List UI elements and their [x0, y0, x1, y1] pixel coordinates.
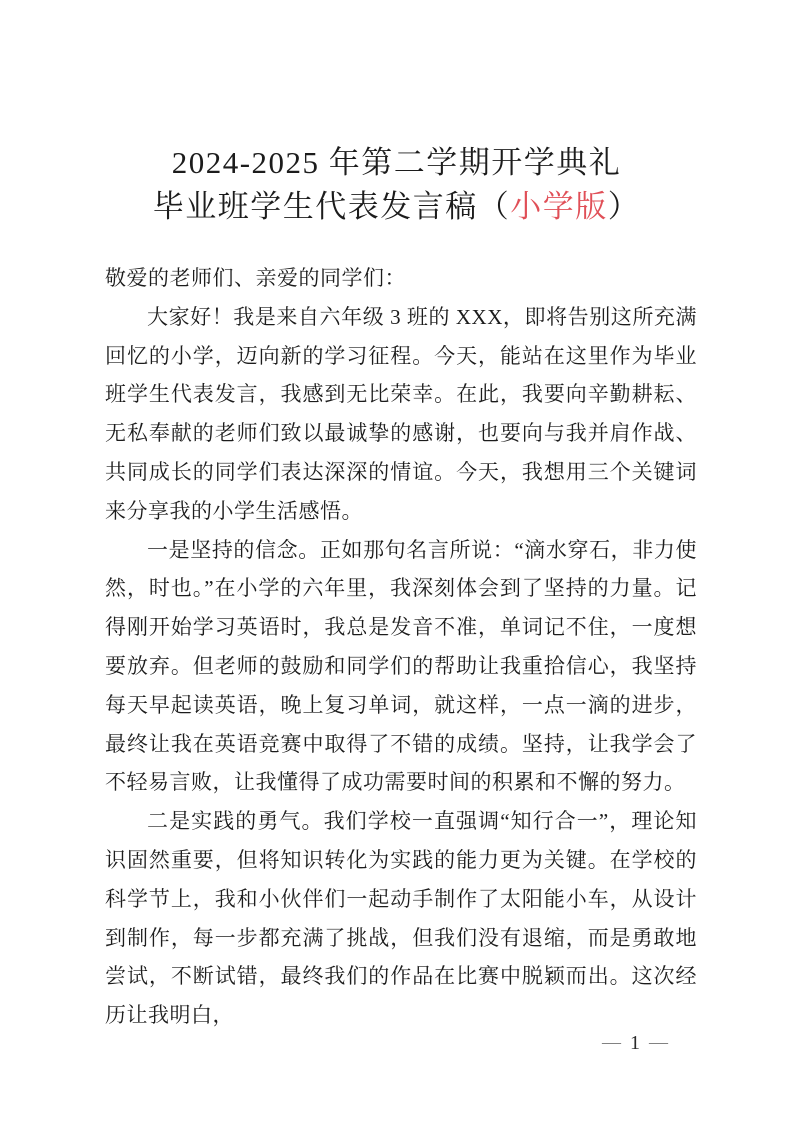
paragraph-practice: 二是实践的勇气。我们学校一直强调“知行合一”，理论知识固然重要，但将知识转化为实践的能力更为关键。在学校的科学节上，我和小伙伴们一起动手制作了太阳能小车，从设计到制作，每一步都充满了挑战，但我们没有退缩，而是勇敢地尝试，不断试错，最终我们的作品在比赛中脱颖而出。这次经历让我明白，	[105, 809, 697, 1028]
salutation: 敬爱的老师们、亲爱的同学们：	[105, 266, 406, 290]
paragraph-persistence: 一是坚持的信念。正如那句名言所说：“滴水穿石，非力使然，时也。”在小学的六年里，我深刻体会到了坚持的力量。记得刚开始学习英语时，我总是发音不准，单词记不住，一度想要放弃。但老师的鼓励和同学们的帮助让我重拾信心，我坚持每天早起读英语，晚上复习单词，就这样，一点一滴的进步，最终让我在英语竞赛中取得了不错的成绩。坚持，让我学会了不轻易言败，让我懂得了成功需要时间的积累和不懈的努力。	[105, 537, 697, 795]
page-number-dash-right: —	[649, 1032, 668, 1053]
title-edition-highlight: 小学版	[510, 189, 608, 224]
page-number-dash-left: —	[602, 1032, 621, 1053]
title-line-2	[0, 185, 793, 229]
title-line-2-suffix: ）	[607, 189, 641, 224]
page-number	[596, 1030, 674, 1056]
title-line-2-prefix: 毕业班学生代表发言稿（	[152, 189, 511, 224]
page-number-value: 1	[630, 1032, 640, 1054]
document-title	[0, 141, 793, 229]
paragraph-intro: 大家好！我是来自六年级 3 班的 XXX，即将告别这所充满回忆的小学，迈向新的学习征程。今天，能站在这里作为毕业班学生代表发言，我感到无比荣幸。在此，我要向辛勤耕耘、无私奉献的老师们致以最诚挚的感谢，也要向与我并肩作战、共同成长的同学们表达深深的情谊。今天，我想用三个关键词来分享我的小学生活感悟。	[105, 304, 697, 523]
title-line-1: 2024-2025 年第二学期开学典礼	[171, 145, 622, 180]
document-body	[105, 259, 697, 1035]
